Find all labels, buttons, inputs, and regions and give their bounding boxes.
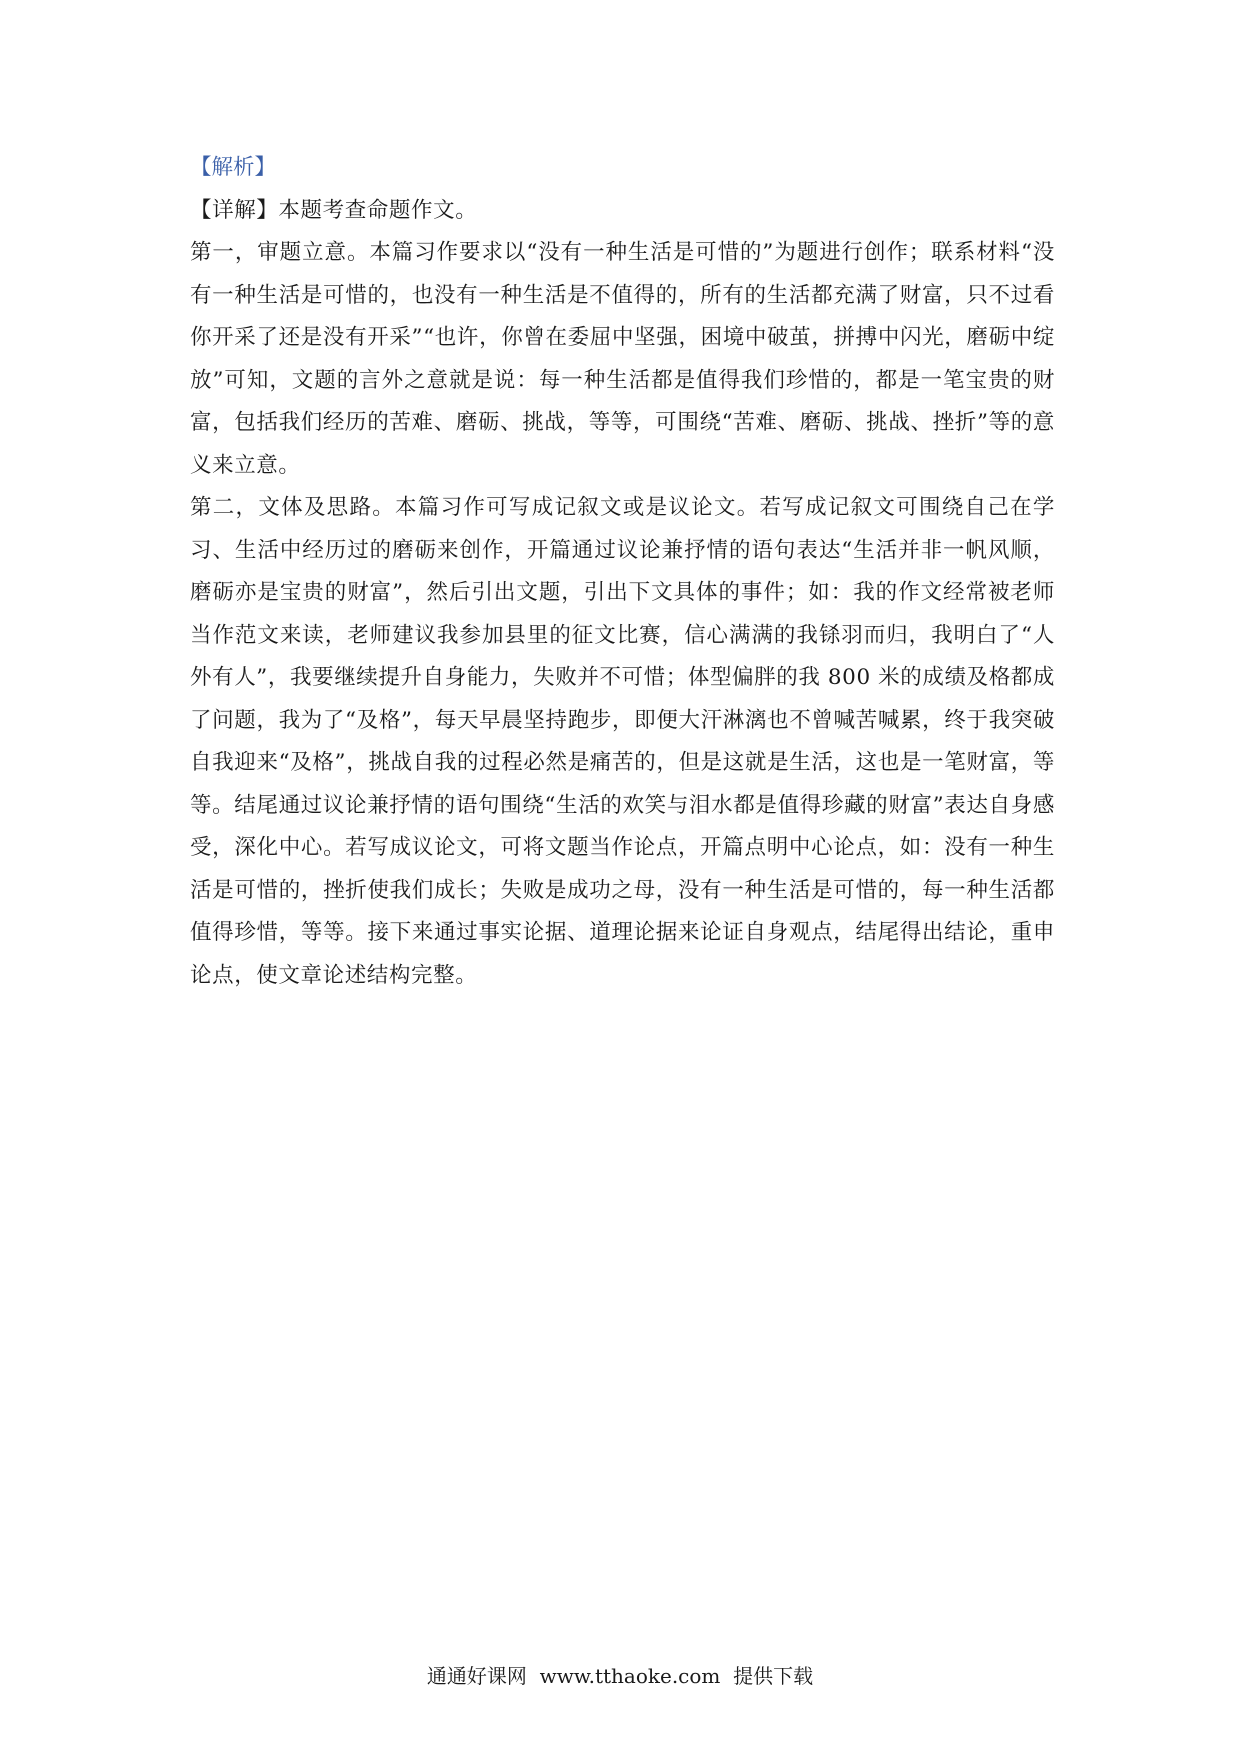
detail-paragraph: 【详解】本题考查命题作文。: [190, 197, 478, 223]
analysis-heading: 【解析】: [190, 155, 277, 180]
genre-paragraph: 第二，文体及思路。本篇习作可写成记叙文或是议论文。若写成记叙文可围绕自己在学习、生活中经历过的磨砺来创作，开篇通过议论兼抒情的语句表达“生活并非一帆风顺，磨砺亦是宝贵的财富”，然后引出文题，引出下文具体的事件；如：我的作文经常被老师当作范文来读，老师建议我参加县里的征文比赛，信心满满的我铩羽而归，我明白了“人外有人”，我要继续提升自身能力，失败并不可惜；体型偏胖的我 800 米的成绩及格都成了问题，我为了“及格”，每天早晨坚持跑步，即便大汗淋漓也不曾喊苦喊累，终于我突破自我迎来“及格”，挑战自我的过程必然是痛苦的，但是这就是生活，这也是一笔财富，等等。结尾通过议论兼抒情的语句围绕“生活的欢笑与泪水都是值得珍藏的财富”表达自身感受，深化中心。若写成议论文，可将文题当作论点，开篇点明中心论点，如：没有一种生活是可惜的，挫折使我们成长；失败是成功之母，没有一种生活是可惜的，每一种生活都值得珍惜，等等。接下来通过事实论据、道理论据来论证自身观点，结尾得出结论，重申论点，使文章论述结构完整。: [190, 495, 1055, 988]
theme-paragraph: 第一，审题立意。本篇习作要求以“没有一种生活是可惜的”为题进行创作；联系材料“没有一种生活是可惜的，也没有一种生活是不值得的，所有的生活都充满了财富，只不过看你开采了还是没有开采”“也许，你曾在委屈中坚强，困境中破茧，拼搏中闪光，磨砺中绽放”可知，文题的言外之意就是说：每一种生活都是值得我们珍惜的，都是一笔宝贵的财富，包括我们经历的苦难、磨砺、挑战，等等，可围绕“苦难、磨砺、挑战、挫折”等的意义来立意。: [190, 240, 1055, 478]
analysis-section: [190, 147, 1055, 997]
page-footer: 通通好课网 www.tthaoke.com 提供下载: [426, 1664, 814, 1688]
